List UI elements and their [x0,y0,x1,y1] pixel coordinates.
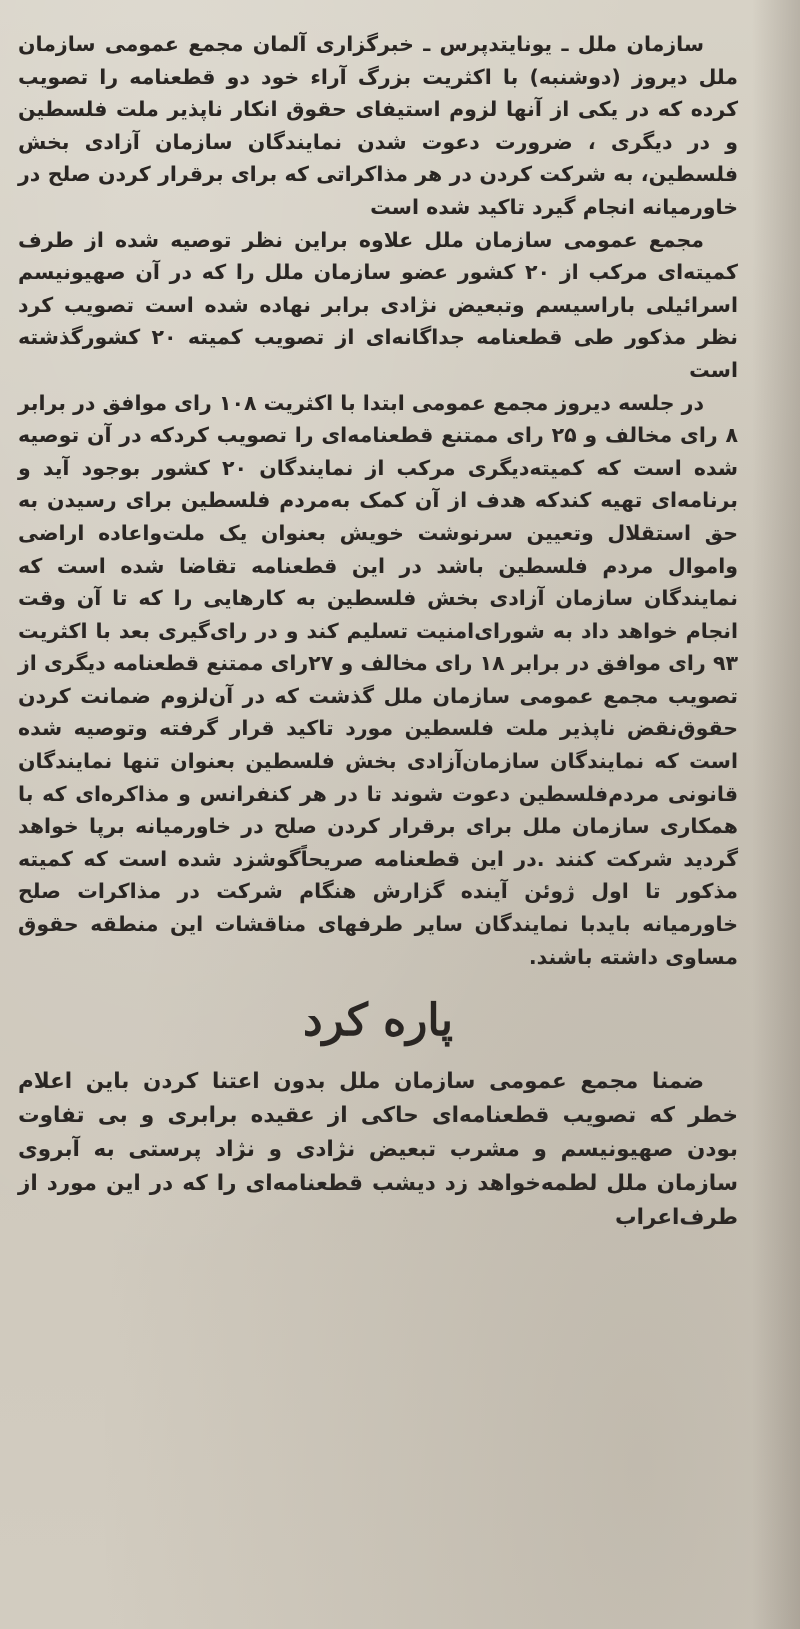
page-edge-shadow [752,0,800,1629]
article-paragraph-3: در جلسه دیروز مجمع عمومی ابتدا با اکثریت ۱۰۸ رای موافق در برابر ۸ رای مخالف و ۲۵ رای ممتنع قطعنامه‌ای را تصویب کردکه در آن توصیه شده است که کمیته‌دیگری مرکب از نمایندگان ۲۰ کشور بوجود آید و برنامه‌ای تهیه کندکه هدف از آن کمک به‌مردم فلسطین برای رسیدن به حق استقلال وتعیین سرنوشت خویش بعنوان یک ملت‌واعاده اراضی واموال مردم فلسطین باشد در این قطعنامه تقاضا شده است که نمایندگان سازمان آزادی بخش فلسطین به کارهایی را که تا آن وقت انجام خواهد داد به شورای‌امنیت تسلیم کند و در رای‌گیری بعد با اکثریت ۹۳ رای موافق در برابر ۱۸ رای مخالف و ۲۷رای ممتنع قطعنامه دیگری از تصویب مجمع عمومی سازمان ملل گذشت که در آن‌لزوم ضمانت کردن حقوق‌نقض ناپذیر ملت فلسطین مورد تاکید قرار گرفته وتوصیه شده است که نمایندگان سازمان‌آزادی بخش فلسطین بعنوان تنها نمایندگان قانونی مردم‌فلسطین دعوت شوند تا در هر کنفرانس و مذاکره‌ای که با همکاری سازمان ملل برای برقرار کردن صلح در خاورمیانه برپا خواهد گردید شرکت کنند .در این قطعنامه صریحاً‌گوشزد شده است که کمیته مذکور تا اول ژوئن آینده گزارش هنگام شرکت در مذاکرات صلح خاورمیانه بایدبا نمایندگان سایر طرفهای مناقشات این منطقه حقوق مساوی داشته باشند. [18,390,738,969]
article-paragraph-2: مجمع عمومی سازمان ملل علاوه براین نظر توصیه شده از طرف کمیته‌ای مرکب از ۲۰ کشور عضو سازمان ملل را که در آن صهیونیسم اسرائیلی باراسیسم وتبعیض نژادی برابر نهاده شده است تصویب کرد نظر مذکور طی قطعنامه جداگانه‌ای از تصویب کمیته ۲۰ کشورگذشته است [18,227,738,382]
article-paragraph-1: سازمان ملل ـ یونایتدپرس ـ خبرگزاری آلمان مجمع عمومی سازمان ملل دیروز (دوشنبه) با اکثریت بزرگ آراء خود دو قطعنامه را تصویب کرده که در یکی از آنها لزوم استیفای حقوق انکار ناپذیر ملت فلسطین و در دیگری ، ضرورت دعوت شدن نمایندگان سازمان آزادی بخش فلسطین، به شرکت کردن در هر مذاکراتی که برای برقرار کردن صلح در خاورمیانه انجام گیرد تاکید شده است [18,32,738,219]
closing-paragraph: ضمنا مجمع عمومی سازمان ملل بدون اعتنا کردن باین اعلام خطر که تصویب قطعنامه‌ای حاکی از عقیده برابری و بی تفاوت بودن صهیونیسم و مشرب تبعیض نژادی و نژاد پرستی به آبروی سازمان ملل لطمه‌خواهد زد دیشب قطعنامه‌ای را که در این مورد از طرف‌اعراب [18,1069,738,1231]
article-column [18,28,738,1235]
article-subheading: پاره کرد [302,995,454,1047]
